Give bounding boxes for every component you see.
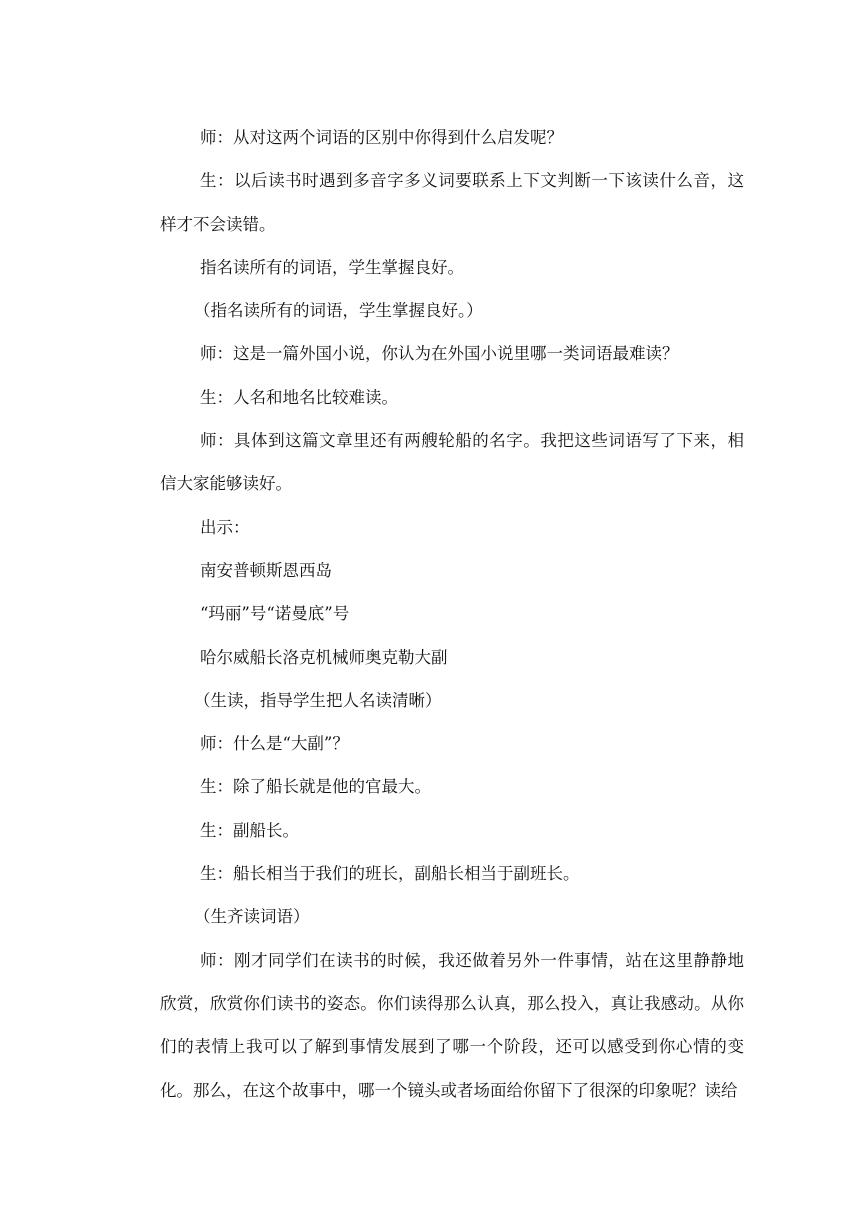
document-body [160, 116, 744, 1112]
paragraph-reading-note-parenthetical: （指名读所有的词语，学生掌握良好。） [194, 301, 483, 321]
paragraph-student-answer: 生：人名和地名比较难读。 [200, 387, 398, 407]
paragraph-student-answer: 生：除了船长就是他的官最大。 [200, 777, 431, 797]
paragraph-teacher-question: 师：从对这两个词语的区别中你得到什么启发呢？ [200, 128, 563, 147]
paragraph-student-answer: 生：副船长。 [200, 820, 299, 840]
paragraph-place-names: 南安普顿斯恩西岛 [200, 560, 332, 580]
paragraph-teacher-question: 师：这是一篇外国小说，你认为在外国小说里哪一类词语最难读？ [200, 344, 679, 364]
paragraph-show-label: 出示： [200, 517, 250, 537]
paragraph-ship-names: “玛丽”号“诺曼底”号 [200, 604, 350, 624]
paragraph-reading-note: 指名读所有的词语，学生掌握良好。 [200, 257, 464, 277]
paragraph-teacher-statement: 师：具体到这篇文章里还有两艘轮船的名字。我把这些词语写了下来，相信大家能够读好。 [160, 431, 744, 494]
paragraph-student-answer: 生：以后读书时遇到多音字多义词要联系上下文判断一下该读什么音，这样才不会读错。 [160, 171, 744, 234]
paragraph-person-names: 哈尔威船长洛克机械师奥克勒大副 [200, 647, 448, 667]
paragraph-teacher-question: 师：什么是“大副”？ [200, 734, 349, 754]
paragraph-reading-instruction: （生读，指导学生把人名读清晰） [194, 690, 442, 710]
paragraph-student-answer: 生：船长相当于我们的班长，副船长相当于副班长。 [200, 864, 580, 884]
paragraph-teacher-statement: 师：刚才同学们在读书的时候，我还做着另外一件事情，站在这里静静地欣赏，欣赏你们读书的姿态。你们读得那么认真，那么投入，真让我感动。从你们的表情上我可以了解到事情发展到了哪一个阶段，还可以感受到你心情的变化。那么，在这个故事中，哪一个镜头或者场面给你留下了很深的印象呢？读给 [160, 950, 744, 1100]
paragraph-group-reading: （生齐读词语） [194, 907, 310, 927]
